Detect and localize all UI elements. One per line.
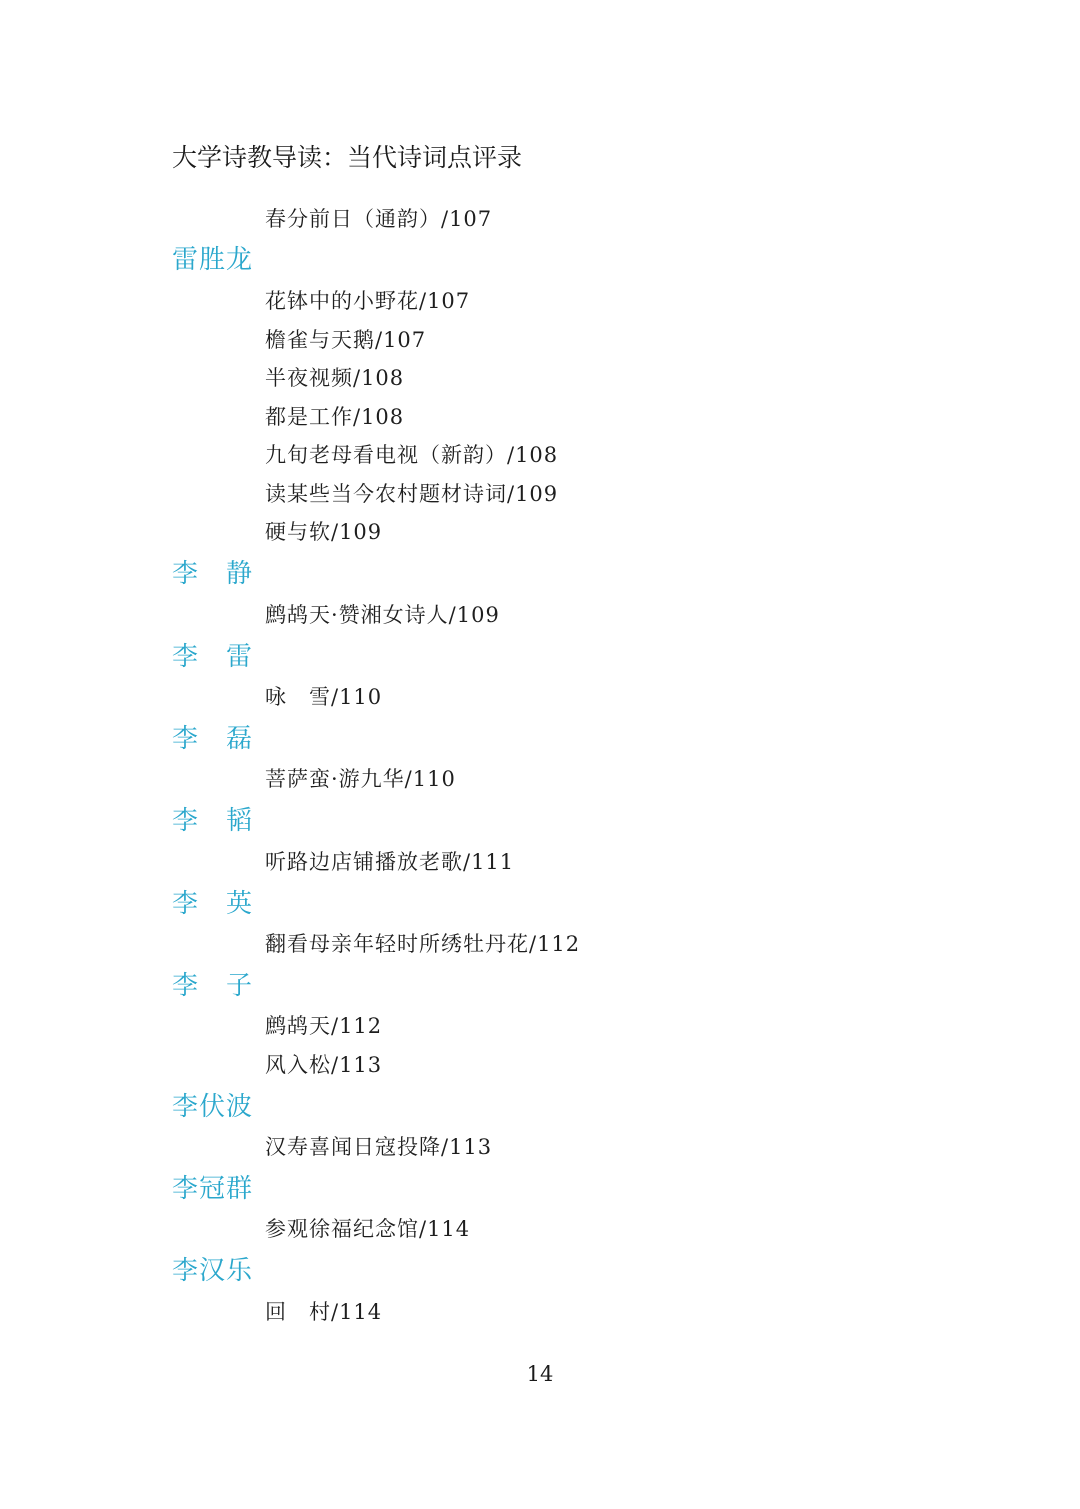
page-number: 14 bbox=[526, 1362, 554, 1386]
toc-poem-entry: 菩萨蛮·游九华/110 bbox=[265, 767, 456, 791]
toc-poem-entry: 风入松/113 bbox=[265, 1053, 383, 1077]
toc-poem-entry: 回 村/114 bbox=[265, 1300, 383, 1324]
running-title: 大学诗教导读：当代诗词点评录 bbox=[172, 143, 523, 172]
toc-author-heading: 李 英 bbox=[172, 889, 254, 919]
toc-author-heading: 李 静 bbox=[172, 559, 254, 589]
toc-poem-entry: 半夜视频/108 bbox=[265, 366, 405, 390]
toc-poem-entry: 鹧鸪天/112 bbox=[265, 1014, 383, 1038]
toc-poem-entry: 春分前日（通韵）/107 bbox=[265, 207, 493, 231]
toc-poem-entry: 檐雀与天鹅/107 bbox=[265, 328, 427, 352]
toc-poem-entry: 翻看母亲年轻时所绣牡丹花/112 bbox=[265, 932, 581, 956]
toc-poem-entry: 花钵中的小野花/107 bbox=[265, 289, 471, 313]
toc-author-heading: 李 雷 bbox=[172, 642, 254, 672]
toc-poem-entry: 咏 雪/110 bbox=[265, 685, 383, 709]
toc-poem-entry: 硬与软/109 bbox=[265, 520, 383, 544]
toc-author-heading: 李 磊 bbox=[172, 724, 254, 754]
toc-poem-entry: 九旬老母看电视（新韵）/108 bbox=[265, 443, 559, 467]
toc-author-heading: 雷胜龙 bbox=[172, 245, 254, 275]
toc-author-heading: 李伏波 bbox=[172, 1092, 254, 1122]
toc-poem-entry: 读某些当今农村题材诗词/109 bbox=[265, 482, 559, 506]
toc-author-heading: 李 韬 bbox=[172, 806, 254, 836]
toc-author-heading: 李汉乐 bbox=[172, 1256, 254, 1286]
toc-poem-entry: 参观徐福纪念馆/114 bbox=[265, 1217, 471, 1241]
toc-author-heading: 李冠群 bbox=[172, 1174, 254, 1204]
toc-poem-entry: 鹧鸪天·赞湘女诗人/109 bbox=[265, 603, 500, 627]
toc-poem-entry: 都是工作/108 bbox=[265, 405, 405, 429]
toc-poem-entry: 汉寿喜闻日寇投降/113 bbox=[265, 1135, 493, 1159]
toc-poem-entry: 听路边店铺播放老歌/111 bbox=[265, 850, 515, 874]
toc-author-heading: 李 子 bbox=[172, 971, 254, 1001]
